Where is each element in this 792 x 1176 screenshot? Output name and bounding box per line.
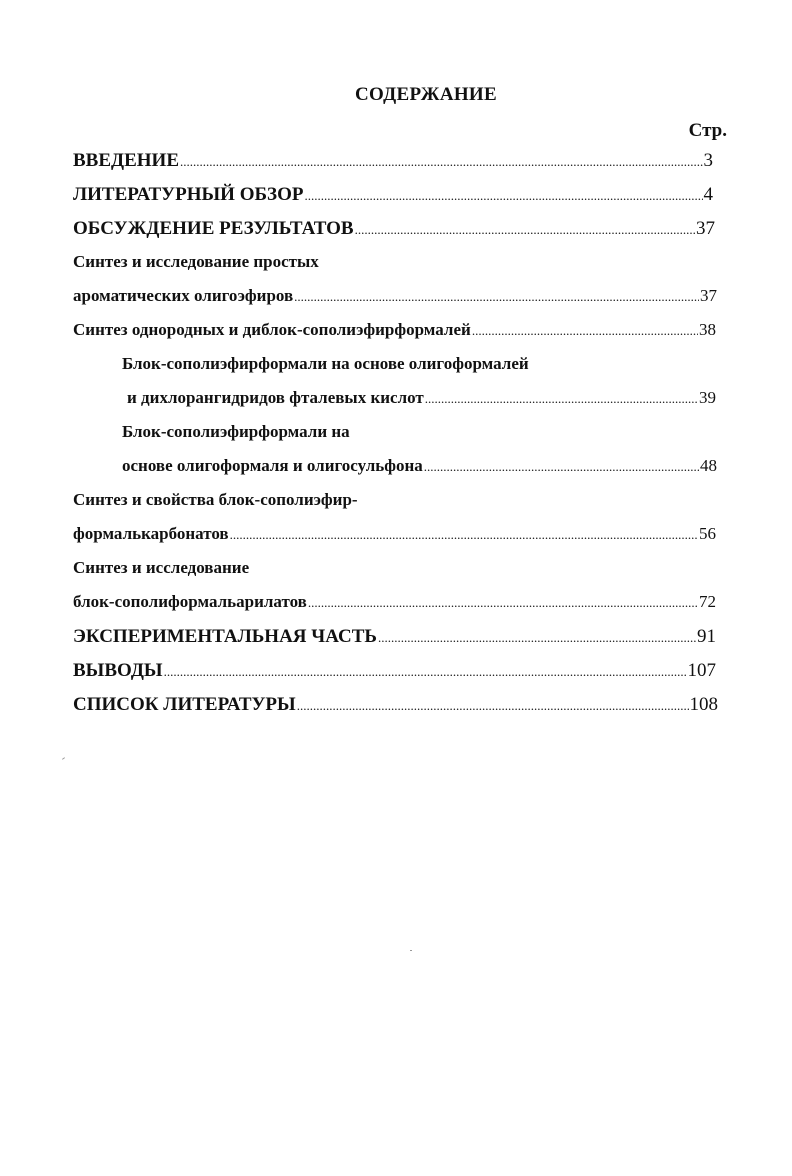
toc-entry-formalcarbonates-line2[interactable]	[0, 524, 716, 558]
pages-column-label: Стр.	[688, 120, 727, 141]
toc-entry-text: блок-сополиформальарилатов	[73, 592, 307, 611]
toc-entry-formalarylates-line1[interactable]	[0, 558, 716, 592]
toc-entry-page: 4	[703, 184, 713, 205]
toc-entry-text: ароматических олигоэфиров	[73, 286, 294, 305]
toc-entry-text: Синтез однородных и диблок-сополиэфирформалей	[73, 320, 471, 339]
toc-entry-page: 72	[699, 592, 716, 611]
toc-entry-text: Блок-сополиэфирформали на	[122, 422, 350, 441]
toc-entry-text: формалькарбонатов	[73, 524, 229, 543]
toc-entry-conclusions[interactable]	[0, 660, 716, 694]
toc-entry-references[interactable]	[0, 694, 718, 728]
toc-entry-page: 38	[699, 320, 716, 339]
toc-leader-dots	[355, 222, 695, 238]
toc-entry-page: 39	[699, 388, 716, 407]
toc-leader-dots	[304, 188, 702, 204]
toc-entry-page: 37	[700, 286, 717, 305]
toc-entry-page: 37	[696, 218, 715, 239]
toc-entry-text: ВВЕДЕНИЕ	[73, 150, 179, 171]
toc-entry-oligoformals-line2[interactable]	[0, 388, 716, 422]
toc-entry-text: Синтез и свойства блок-сополиэфир-	[73, 490, 358, 509]
toc-entry-experimental[interactable]	[0, 626, 716, 660]
toc-entry-page: 56	[699, 524, 716, 543]
toc-leader-dots	[472, 323, 698, 339]
toc-entry-text: ОБСУЖДЕНИЕ РЕЗУЛЬТАТОВ	[73, 218, 354, 239]
toc-entry-text: ВЫВОДЫ	[73, 660, 163, 681]
toc-entry-text: Синтез и исследование	[73, 558, 250, 577]
toc-entry-page: 107	[687, 660, 716, 681]
toc-leader-dots	[425, 391, 698, 407]
scan-speck	[410, 950, 412, 951]
toc-leader-dots	[230, 527, 698, 543]
toc-entry-diblock-copolyetherformals[interactable]	[0, 320, 716, 354]
toc-entry-oligoformals-line1[interactable]	[0, 354, 716, 388]
toc-leader-dots	[297, 698, 689, 714]
toc-leader-dots	[308, 595, 698, 611]
toc-entry-introduction[interactable]	[0, 150, 713, 184]
toc-entry-text: ЭКСПЕРИМЕНТАЛЬНАЯ ЧАСТЬ	[73, 626, 377, 647]
toc-leader-dots	[424, 459, 699, 475]
toc-leader-dots	[378, 630, 696, 646]
toc-entry-text: основе олигоформаля и олигосульфона	[122, 456, 423, 475]
toc-entry-text: и дихлорангидридов фталевых кислот	[127, 388, 424, 407]
toc-entry-text: Блок-сополиэфирформали на основе олигоформалей	[122, 354, 529, 373]
toc-entry-page: 3	[703, 150, 713, 171]
table-of-contents	[0, 150, 792, 728]
toc-entry-formalcarbonates-line1[interactable]	[0, 490, 716, 524]
toc-entry-page: 48	[700, 456, 717, 475]
scan-speck	[62, 757, 65, 760]
toc-entry-text: Синтез и исследование простых	[73, 252, 319, 271]
toc-entry-page: 108	[689, 694, 718, 715]
toc-leader-dots	[180, 154, 703, 170]
toc-entry-formalarylates-line2[interactable]	[0, 592, 716, 626]
toc-leader-dots	[294, 289, 699, 305]
toc-entry-oligosulfone-line1[interactable]	[0, 422, 716, 456]
toc-entry-literature-review[interactable]	[0, 184, 713, 218]
toc-entry-oligosulfone-line2[interactable]	[0, 456, 717, 490]
toc-entry-text: СПИСОК ЛИТЕРАТУРЫ	[73, 694, 296, 715]
toc-entry-text: ЛИТЕРАТУРНЫЙ ОБЗОР	[73, 184, 304, 205]
toc-entry-page: 91	[697, 626, 716, 647]
toc-entry-results-discussion[interactable]	[0, 218, 715, 252]
page-title: СОДЕРЖАНИЕ	[355, 84, 497, 105]
toc-leader-dots	[164, 664, 687, 680]
toc-entry-simple-oligoethers-line2[interactable]	[0, 286, 717, 320]
toc-entry-simple-oligoethers-line1[interactable]	[0, 252, 715, 286]
